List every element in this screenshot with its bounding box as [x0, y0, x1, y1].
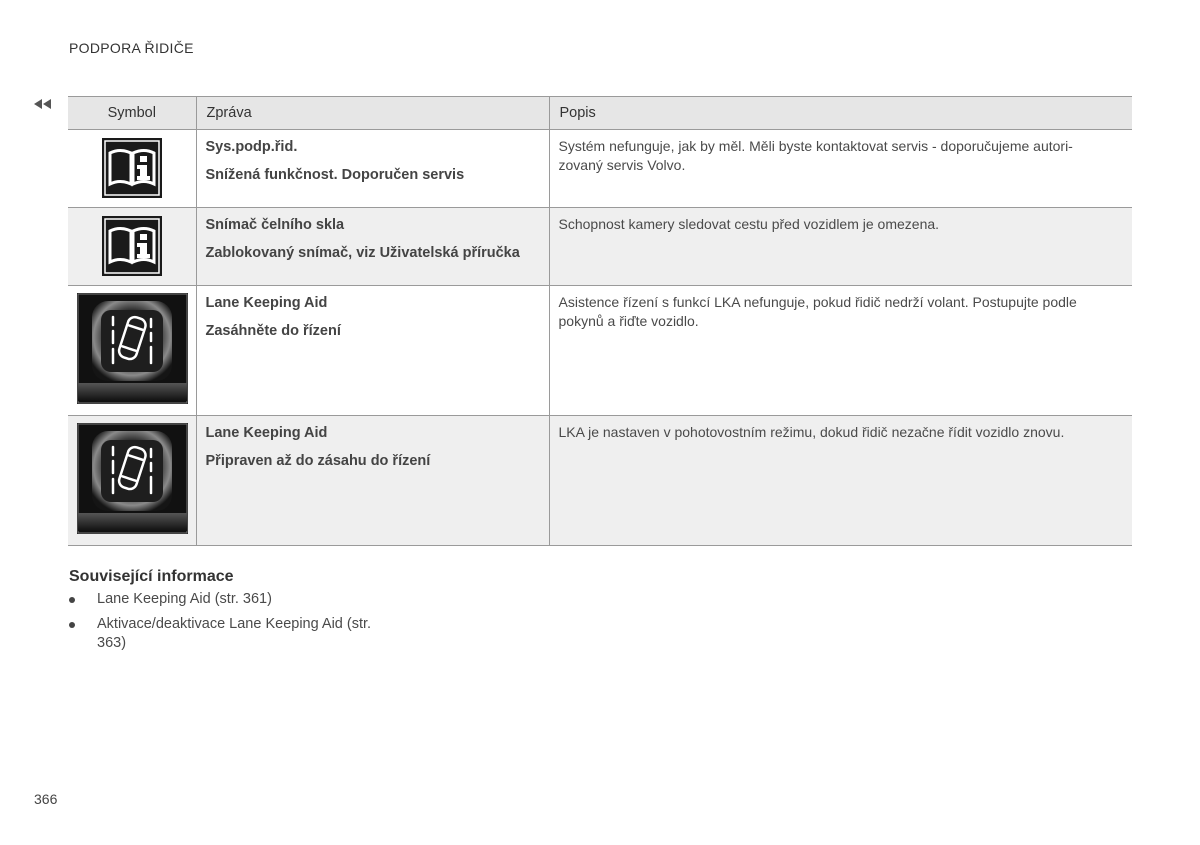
page-number: 366	[34, 791, 58, 807]
description-cell: Schopnost kamery sledovat cestu před vozidlem je omezena.	[549, 208, 1132, 286]
symbol-cell	[68, 286, 196, 416]
message-subtitle: Zablokovaný snímač, viz Uživatelská příručka	[205, 245, 520, 261]
message-title: Snímač čelního skla	[205, 217, 345, 233]
manual-info-icon	[102, 216, 162, 276]
message-cell	[196, 130, 549, 208]
message-subtitle: Snížená funkčnost. Doporučen servis	[205, 167, 465, 183]
related-link[interactable]	[69, 590, 387, 609]
bullet-icon	[69, 597, 75, 603]
symbol-cell	[68, 416, 196, 546]
related-link[interactable]	[69, 615, 387, 653]
symbol-cell	[68, 130, 196, 208]
description-cell: Systém nefunguje, jak by měl. Měli byste kontaktovat servis - doporučujeme autori-zovaný servis Volvo.	[549, 130, 1132, 208]
message-subtitle: Připraven až do zásahu do řízení	[205, 453, 431, 469]
page-header-title: PODPORA ŘIDIČE	[69, 40, 194, 56]
related-info-heading: Související informace	[69, 568, 234, 585]
message-subtitle: Zasáhněte do řízení	[205, 323, 341, 339]
related-link-text[interactable]: Aktivace/deaktivace Lane Keeping Aid (str. 363)	[97, 616, 372, 651]
table-row	[68, 208, 1132, 286]
column-header-message: Zpráva	[196, 97, 549, 130]
description-cell: LKA je nastaven v pohotovostním režimu, dokud řidič nezačne řídit vozidlo znovu.	[549, 416, 1132, 546]
table-row	[68, 416, 1132, 546]
symbol-cell	[68, 208, 196, 286]
lane-keeping-aid-icon	[77, 423, 188, 534]
related-link-text[interactable]: Lane Keeping Aid (str. 361)	[97, 591, 272, 607]
bullet-icon	[69, 622, 75, 628]
message-cell	[196, 416, 549, 546]
related-info-list	[69, 590, 387, 659]
column-header-description: Popis	[549, 97, 1132, 130]
message-cell	[196, 208, 549, 286]
message-title: Lane Keeping Aid	[205, 295, 328, 311]
lane-keeping-aid-icon	[77, 293, 188, 404]
table-header-row	[68, 97, 1132, 130]
column-header-symbol: Symbol	[68, 97, 196, 130]
message-table	[68, 96, 1132, 546]
message-title: Lane Keeping Aid	[205, 425, 328, 441]
message-cell	[196, 286, 549, 416]
table-row	[68, 286, 1132, 416]
table-row	[68, 130, 1132, 208]
message-title: Sys.podp.řid.	[205, 139, 298, 155]
description-cell: Asistence řízení s funkcí LKA nefunguje, pokud řidič nedrží volant. Postupujte podle pokynů a řiďte vozidlo.	[549, 286, 1132, 416]
manual-info-icon	[102, 138, 162, 198]
back-arrows-icon[interactable]	[34, 98, 54, 110]
